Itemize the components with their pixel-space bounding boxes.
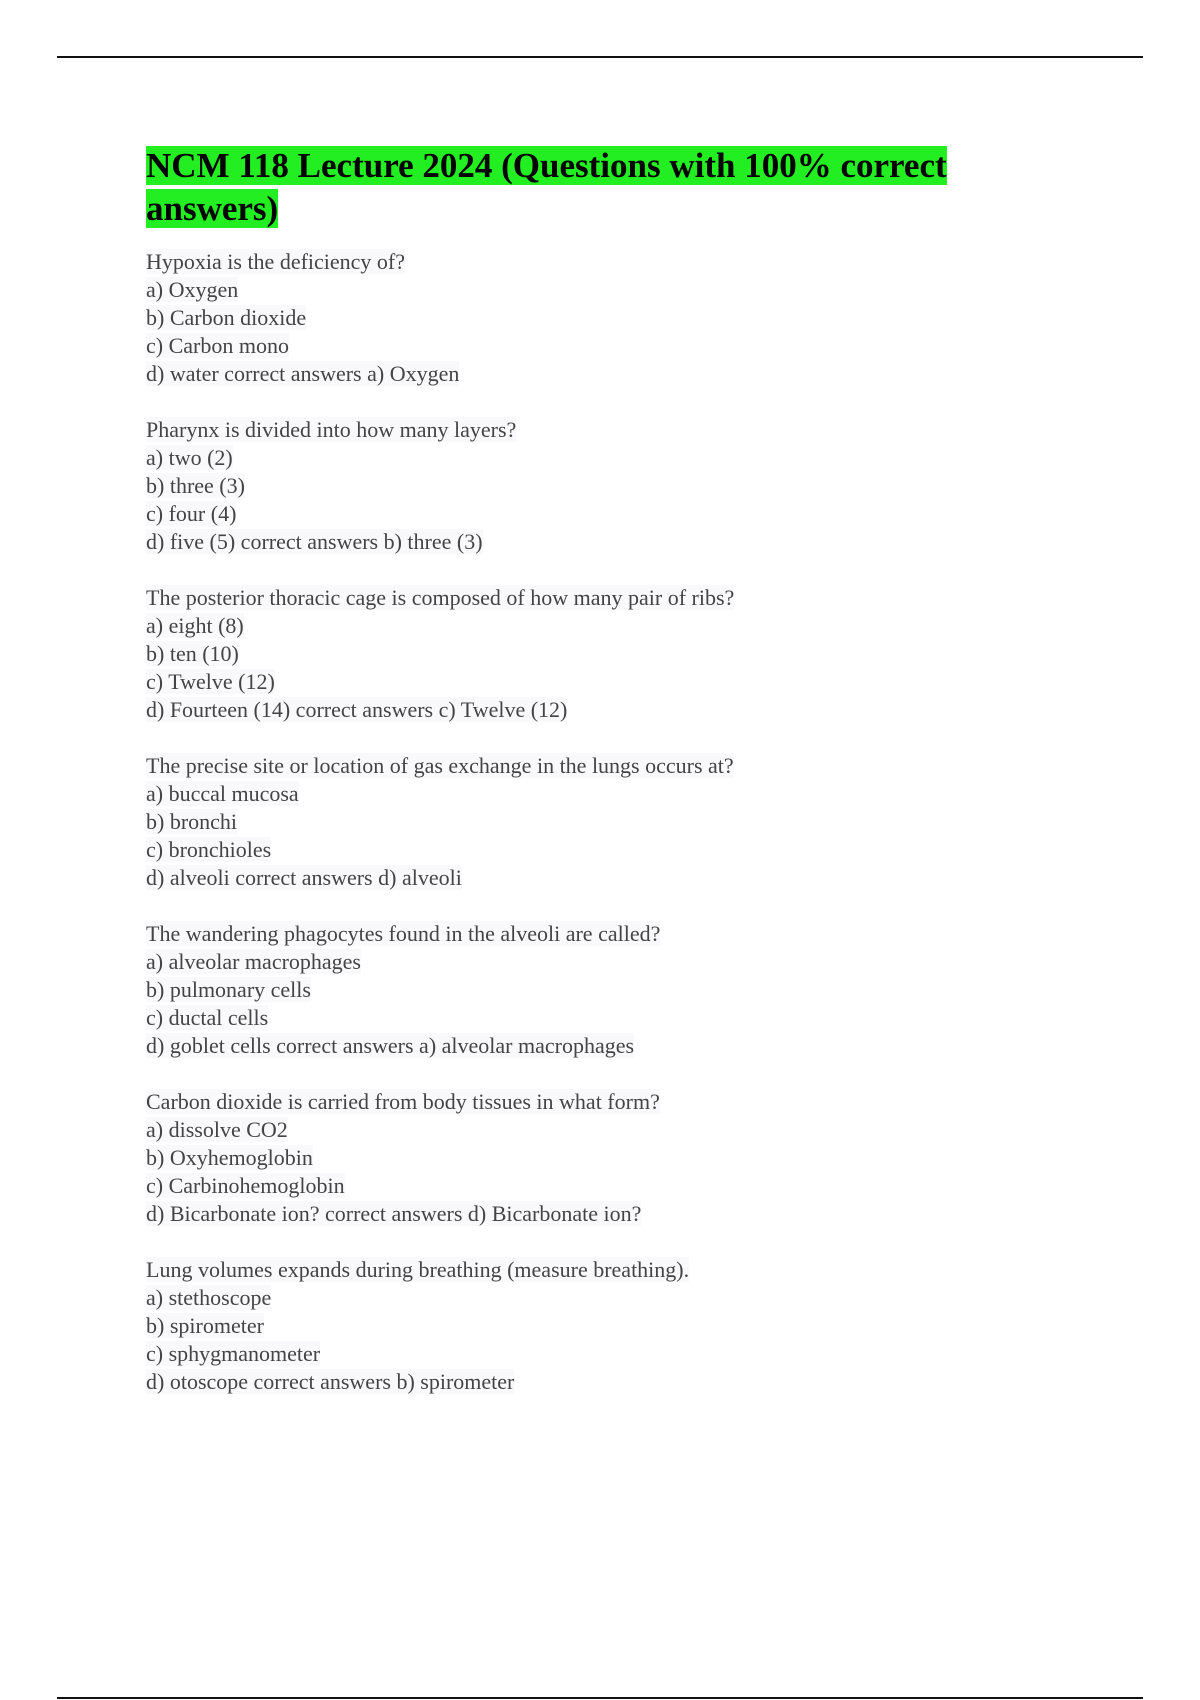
- option-a: a) alveolar macrophages: [146, 949, 361, 974]
- document-title-wrap: [146, 144, 976, 230]
- option-c: c) sphygmanometer: [146, 1341, 321, 1366]
- question-block: [146, 1088, 1046, 1228]
- option-c: c) Twelve (12): [146, 669, 275, 694]
- option-c: c) Carbinohemoglobin: [146, 1173, 345, 1198]
- option-c: c) bronchioles: [146, 837, 272, 862]
- option-b: b) ten (10): [146, 641, 239, 666]
- question-block: [146, 920, 1046, 1060]
- option-a: a) Oxygen: [146, 277, 239, 302]
- question-block: [146, 584, 1046, 724]
- option-c: c) four (4): [146, 501, 237, 526]
- option-d-with-answer: d) Bicarbonate ion? correct answers d) Bicarbonate ion?: [146, 1201, 642, 1226]
- option-b: b) Carbon dioxide: [146, 305, 307, 330]
- question-text: The posterior thoracic cage is composed of how many pair of ribs?: [146, 585, 735, 610]
- option-a: a) two (2): [146, 445, 233, 470]
- option-d-with-answer: d) alveoli correct answers d) alveoli: [146, 865, 462, 890]
- option-c: c) ductal cells: [146, 1005, 269, 1030]
- question-text: The precise site or location of gas exchange in the lungs occurs at?: [146, 753, 734, 778]
- question-text: Carbon dioxide is carried from body tissues in what form?: [146, 1089, 660, 1114]
- option-a: a) stethoscope: [146, 1285, 272, 1310]
- question-text: Pharynx is divided into how many layers?: [146, 417, 517, 442]
- footer-rule: [57, 1697, 1143, 1699]
- option-d-with-answer: d) five (5) correct answers b) three (3): [146, 529, 483, 554]
- question-block: [146, 1256, 1046, 1396]
- question-text: Lung volumes expands during breathing (measure breathing).: [146, 1257, 690, 1282]
- option-d-with-answer: d) goblet cells correct answers a) alveolar macrophages: [146, 1033, 635, 1058]
- option-d-with-answer: d) otoscope correct answers b) spirometer: [146, 1369, 515, 1394]
- option-b: b) bronchi: [146, 809, 238, 834]
- option-b: b) Oxyhemoglobin: [146, 1145, 313, 1170]
- option-d-with-answer: d) water correct answers a) Oxygen: [146, 361, 460, 386]
- option-b: b) pulmonary cells: [146, 977, 311, 1002]
- header-rule: [57, 56, 1143, 58]
- question-block: [146, 752, 1046, 892]
- option-a: a) eight (8): [146, 613, 244, 638]
- option-b: b) three (3): [146, 473, 245, 498]
- option-d-with-answer: d) Fourteen (14) correct answers c) Twelve (12): [146, 697, 568, 722]
- question-block: [146, 248, 1046, 388]
- option-c: c) Carbon mono: [146, 333, 289, 358]
- option-a: a) buccal mucosa: [146, 781, 299, 806]
- document-body: [146, 144, 1046, 1424]
- question-text: The wandering phagocytes found in the alveoli are called?: [146, 921, 661, 946]
- option-b: b) spirometer: [146, 1313, 264, 1338]
- document-title: NCM 118 Lecture 2024 (Questions with 100% correct answers): [146, 146, 947, 228]
- option-a: a) dissolve CO2: [146, 1117, 288, 1142]
- question-text: Hypoxia is the deficiency of?: [146, 249, 406, 274]
- question-block: [146, 416, 1046, 556]
